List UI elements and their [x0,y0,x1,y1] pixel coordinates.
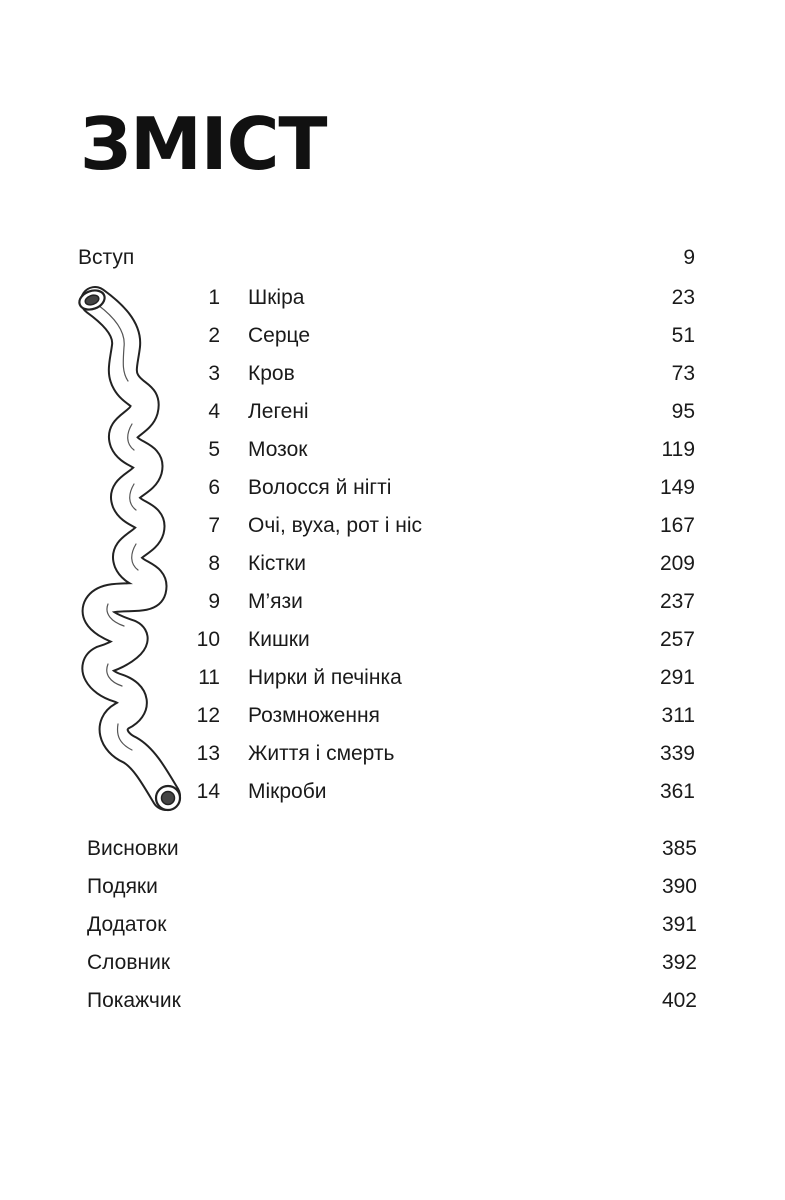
toc-entry-page: 385 [661,837,697,860]
chapter-title: Серце [248,324,310,347]
chapter-title: Мікроби [248,780,327,803]
chapter-number: 7 [208,514,220,537]
toc-entry-intro[interactable] [78,243,695,273]
toc-chapter-2[interactable] [190,321,695,351]
toc-entry-glossary[interactable] [87,948,697,978]
chapter-page: 51 [671,324,695,347]
toc-chapter-7[interactable] [190,511,695,541]
chapter-number: 11 [198,666,220,689]
chapter-page: 209 [659,552,695,575]
chapter-number: 10 [196,628,220,651]
chapter-number: 5 [208,438,220,461]
chapter-number: 2 [208,324,220,347]
chapter-title: Шкіра [248,286,305,309]
chapter-page: 95 [671,400,695,423]
chapter-title: Волосся й нігті [248,476,392,499]
toc-entry-conclusions[interactable] [87,834,697,864]
chapter-title: М’язи [248,590,303,613]
chapter-page: 167 [659,514,695,537]
chapter-title: Кишки [248,628,310,651]
chapter-number: 1 [208,286,220,309]
chapter-page: 291 [659,666,695,689]
chapter-page: 311 [661,704,695,727]
toc-entry-label: Додаток [87,913,167,936]
toc-chapter-9[interactable] [190,587,695,617]
chapter-title: Кров [248,362,295,385]
chapter-page: 257 [659,628,695,651]
chapter-title: Життя і смерть [248,742,395,765]
toc-chapter-12[interactable] [190,701,695,731]
chapter-number: 3 [208,362,220,385]
chapter-number: 6 [208,476,220,499]
toc-entry-page: 390 [661,875,697,898]
chapter-number: 14 [196,780,220,803]
chapter-number: 4 [208,400,220,423]
chapter-page: 149 [659,476,695,499]
chapter-number: 8 [208,552,220,575]
chapter-page: 339 [659,742,695,765]
toc-chapter-1[interactable] [190,283,695,313]
chapter-title: Мозок [248,438,308,461]
chapter-number: 13 [196,742,220,765]
toc-chapter-4[interactable] [190,397,695,427]
toc-entry-page: 402 [661,989,697,1012]
toc-entry-appendix[interactable] [87,910,697,940]
toc-chapter-10[interactable] [190,625,695,655]
toc-entry-index[interactable] [87,986,697,1016]
intestine-icon [68,284,198,819]
toc-chapter-6[interactable] [190,473,695,503]
chapter-page: 23 [671,286,695,309]
toc-entry-acknowledgements[interactable] [87,872,697,902]
chapter-title: Кістки [248,552,306,575]
page-title: ЗМІСТ [80,102,327,186]
chapter-page: 73 [671,362,695,385]
chapter-page: 237 [659,590,695,613]
chapter-number: 9 [208,590,220,613]
toc-entry-page: 391 [661,913,697,936]
toc-chapter-3[interactable] [190,359,695,389]
chapter-title: Очі, вуха, рот і ніс [248,514,423,537]
toc-chapter-14[interactable] [190,777,695,807]
chapter-page: 119 [661,438,695,461]
toc-entry-page: 392 [661,951,697,974]
chapter-title: Нирки й печінка [248,666,402,689]
toc-chapter-8[interactable] [190,549,695,579]
toc-entry-label: Подяки [87,875,158,898]
chapter-title: Легені [248,400,309,423]
toc-chapter-11[interactable] [190,663,695,693]
toc-entry-label: Покажчик [87,989,181,1012]
toc-entry-page: 9 [683,246,695,269]
chapter-page: 361 [659,780,695,803]
toc-entry-label: Словник [87,951,171,974]
chapter-number: 12 [196,704,220,727]
toc-chapter-5[interactable] [190,435,695,465]
toc-entry-label: Висновки [87,837,179,860]
toc-entry-label: Вступ [78,246,135,269]
toc-chapter-13[interactable] [190,739,695,769]
chapter-title: Розмноження [248,704,380,727]
